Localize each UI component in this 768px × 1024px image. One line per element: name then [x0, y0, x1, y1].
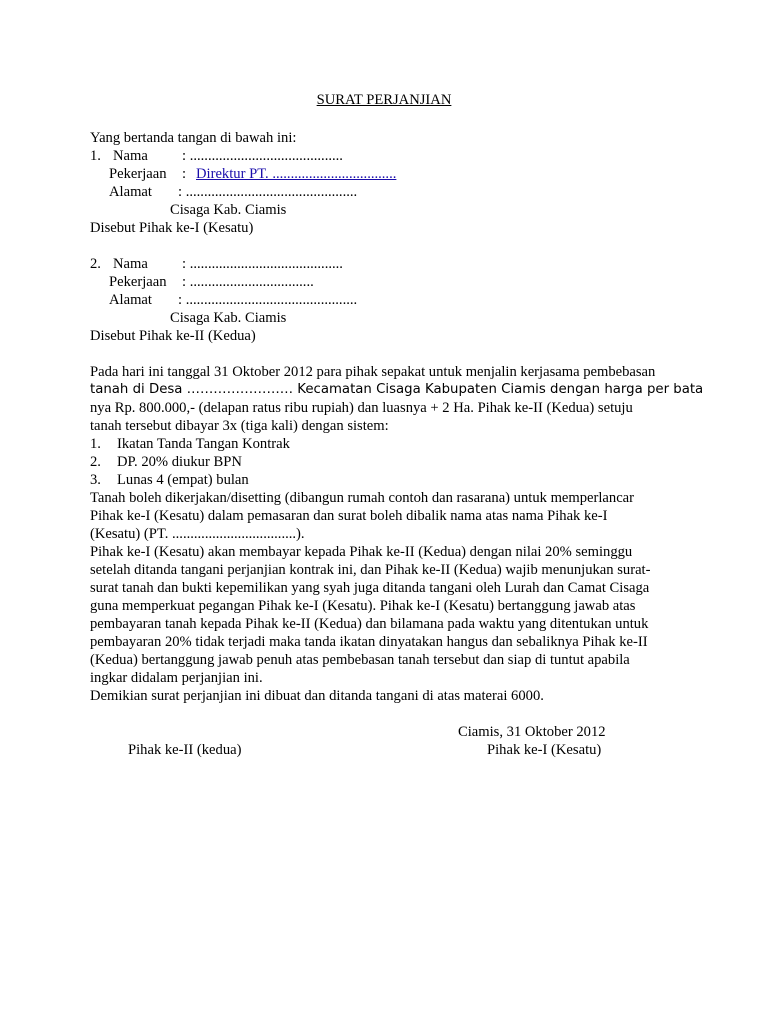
- body-line: Tanah boleh dikerjakan/disetting (dibangun rumah contoh dan rasarana) untuk memperlancar: [90, 490, 635, 506]
- body-line: (Kedua) bertanggung jawab penuh atas pembebasan tanah tersebut dan siap di tuntut apabila: [90, 652, 630, 668]
- signature-place-date: Ciamis, 31 Oktober 2012: [458, 724, 606, 740]
- party1-address-line2: Cisaga Kab. Ciamis: [170, 202, 287, 218]
- body-line: surat tanah dan bukti kepemilikan yang syah juga ditanda tangani oleh Lurah dan Camat Cisaga: [90, 580, 650, 596]
- party1-designation: Disebut Pihak ke-I (Kesatu): [90, 220, 254, 236]
- document-title: SURAT PERJANJIAN: [316, 92, 452, 108]
- list-item-number: 1.: [90, 436, 101, 452]
- list-item: Lunas 4 (empat) bulan: [117, 472, 249, 488]
- party2-address-label: Alamat: [109, 292, 152, 308]
- party2-designation: Disebut Pihak ke-II (Kedua): [90, 328, 256, 344]
- party1-name-value: : ..........................................: [182, 148, 343, 164]
- body-line: tanah di Desa …………………… Kecamatan Cisaga Kabupaten Ciamis dengan harga per bata: [90, 382, 704, 397]
- party2-name-value: : ..........................................: [182, 256, 343, 272]
- body-line: setelah ditanda tangani perjanjian kontrak ini, dan Pihak ke-II (Kedua) wajib menunjukan surat-: [90, 562, 651, 578]
- party1-job-label: Pekerjaan: [109, 166, 167, 182]
- intro-line: Yang bertanda tangan di bawah ini:: [90, 130, 297, 146]
- party2-job-label: Pekerjaan: [109, 274, 167, 290]
- body-line: ingkar didalam perjanjian ini.: [90, 670, 263, 686]
- body-line: tanah tersebut dibayar 3x (tiga kali) dengan sistem:: [90, 418, 389, 434]
- body-line: guna memperkuat pegangan Pihak ke-I (Kesatu). Pihak ke-I (Kesatu) bertanggung jawab atas: [90, 598, 636, 614]
- party2-address-line2: Cisaga Kab. Ciamis: [170, 310, 287, 326]
- list-item-number: 2.: [90, 454, 101, 470]
- body-line: pembayaran tanah kepada Pihak ke-II (Kedua) dan bilamana pada waktu yang ditentukan untuk: [90, 616, 649, 632]
- party1-name-label: Nama: [113, 148, 148, 164]
- signature-right-party: Pihak ke-I (Kesatu): [487, 742, 602, 758]
- body-line: (Kesatu) (PT. ..................................).: [90, 526, 305, 542]
- party2-name-label: Nama: [113, 256, 148, 272]
- body-line: pembayaran 20% tidak terjadi maka tanda ikatan dinyatakan hangus dan sebaliknya Pihak ke-II: [90, 634, 648, 650]
- body-line: Demikian surat perjanjian ini dibuat dan ditanda tangani di atas materai 6000.: [90, 688, 544, 704]
- body-line: Pada hari ini tanggal 31 Oktober 2012 para pihak sepakat untuk menjalin kerjasama pembebasan: [90, 364, 656, 380]
- signature-left-party: Pihak ke-II (kedua): [128, 742, 242, 758]
- party2-job-value: : ..................................: [182, 274, 314, 290]
- party1-job-value[interactable]: Direktur PT. ..................................: [196, 166, 397, 182]
- list-item-number: 3.: [90, 472, 101, 488]
- list-item: Ikatan Tanda Tangan Kontrak: [117, 436, 290, 452]
- body-line: Pihak ke-I (Kesatu) akan membayar kepada Pihak ke-II (Kedua) dengan nilai 20% seminggu: [90, 544, 633, 560]
- party1-address-value: : ...............................................: [178, 184, 358, 200]
- body-line: Pihak ke-I (Kesatu) dalam pemasaran dan surat boleh dibalik nama atas nama Pihak ke-I: [90, 508, 608, 524]
- party1-number: 1.: [90, 148, 101, 164]
- party1-job-colon: :: [182, 166, 187, 182]
- party2-number: 2.: [90, 256, 101, 272]
- party2-address-value: : ...............................................: [178, 292, 358, 308]
- party1-address-label: Alamat: [109, 184, 152, 200]
- list-item: DP. 20% diukur BPN: [117, 454, 242, 470]
- body-line: nya Rp. 800.000,- (delapan ratus ribu rupiah) dan luasnya + 2 Ha. Pihak ke-II (Kedua) setuju: [90, 400, 633, 416]
